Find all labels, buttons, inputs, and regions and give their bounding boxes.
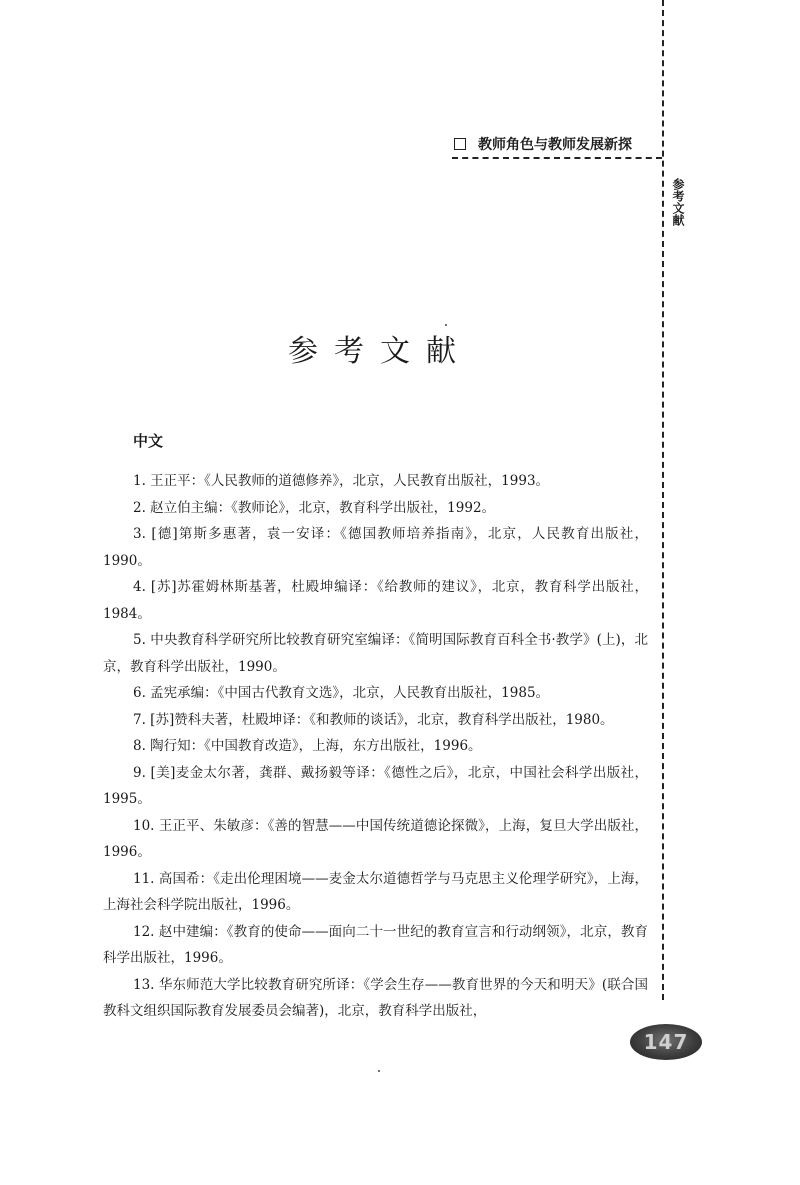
header-dashed-rule	[452, 157, 662, 159]
reference-item: 5. 中央教育科学研究所比较教育研究室编译：《简明国际教育百科全书·教学》(上)，北京，教育科学出版社，1990。	[103, 632, 648, 675]
page-number-badge: 147	[630, 1024, 702, 1060]
scan-speck	[445, 324, 447, 326]
reference-item: 4. [苏]苏霍姆林斯基著，杜殿坤编译：《给教师的建议》，北京，教育科学出版社，1984。	[103, 579, 648, 622]
reference-item: 9. [美]麦金太尔著，龚群、戴扬毅等译：《德性之后》，北京，中国社会科学出版社，1995。	[103, 764, 648, 807]
square-bullet-icon	[454, 138, 466, 150]
reference-item: 10. 王正平、朱敏彦：《善的智慧——中国传统道德论探微》，上海，复旦大学出版社，1996。	[103, 817, 648, 860]
reference-item: 2. 赵立伯主编：《教师论》，北京，教育科学出版社，1992。	[133, 499, 496, 516]
reference-item: 11. 高国希：《走出伦理困境——麦金太尔道德哲学与马克思主义伦理学研究》，上海，上海社会科学院出版社，1996。	[103, 870, 648, 913]
running-header	[454, 134, 659, 154]
reference-list	[103, 468, 648, 1025]
margin-dashed-line	[662, 0, 664, 1000]
section-heading: 中文	[133, 432, 164, 450]
page-title: 参考文献	[288, 334, 472, 370]
reference-item: 13. 华东师范大学比较教育研究所译：《学会生存——教育世界的今天和明天》(联合国教科文组织国际教育发展委员会编著)，北京，教育科学出版社，	[103, 976, 648, 1019]
reference-item: 12. 赵中建编：《教育的使命——面向二十一世纪的教育宣言和行动纲领》，北京，教育科学出版社，1996。	[103, 923, 648, 966]
side-tab-label: 参考文献	[671, 178, 685, 226]
reference-item: 6. 孟宪承编：《中国古代教育文选》，北京，人民教育出版社，1985。	[133, 685, 550, 701]
reference-item: 7. [苏]赞科夫著，杜殿坤译：《和教师的谈话》，北京，教育科学出版社，1980。	[133, 711, 614, 728]
scan-speck	[378, 1070, 380, 1072]
reference-item: 1. 王正平：《人民教师的道德修养》，北京，人民教育出版社，1993。	[133, 473, 550, 489]
reference-item: 3. [德]第斯多惠著，袁一安译：《德国教师培养指南》，北京，人民教育出版社，1990。	[103, 526, 648, 569]
running-header-title: 教师角色与教师发展新探	[478, 137, 632, 153]
reference-item: 8. 陶行知：《中国教育改造》，上海，东方出版社，1996。	[133, 738, 482, 754]
